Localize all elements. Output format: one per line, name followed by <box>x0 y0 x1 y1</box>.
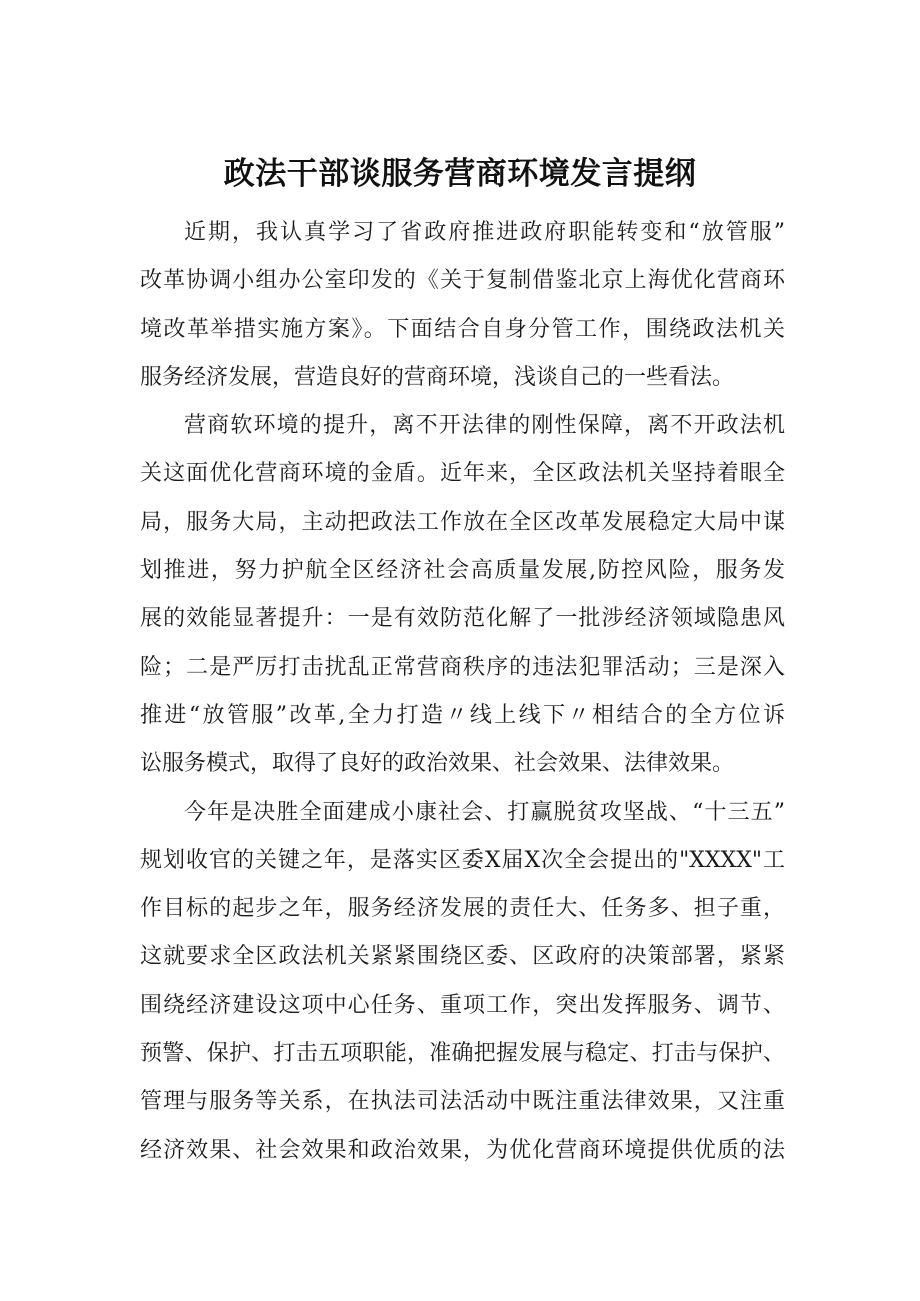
paragraph-1 <box>140 214 785 407</box>
text-line: 服务经济发展，营造良好的营商环境，浅谈自己的一些看法。 <box>140 364 735 390</box>
text-line: 管理与服务等关系，在执法司法活动中既注重法律效果，又注重 <box>140 1089 785 1115</box>
text-line: 作目标的起步之年，服务经济发展的责任大、任务多、担子重， <box>140 896 785 922</box>
text-line: 近期，我认真学习了省政府推进政府职能转变和“放管服” <box>184 220 785 245</box>
text-line: 预警、保护、打击五项职能，准确把握发展与稳定、打击与保护、 <box>140 1041 785 1067</box>
text-line: 今年是决胜全面建成小康社会、打赢脱贫攻坚战、“十三五” <box>184 799 785 825</box>
text-line: 这就要求全区政法机关紧紧围绕区委、区政府的决策部署，紧紧 <box>140 944 785 970</box>
text-line: 关这面优化营商环境的金盾。近年来，全区政法机关坚持着眼全 <box>140 461 785 487</box>
text-line: 讼服务模式，取得了良好的政治效果、社会效果、法律效果。 <box>140 751 735 777</box>
text-line: 围绕经济建设这项中心任务、重项工作，突出发挥服务、调节、 <box>140 992 785 1018</box>
text-line: 境改革举措实施方案》。下面结合自身分管工作，围绕政法机关 <box>140 316 785 342</box>
text-line: 规划收官的关键之年，是落实区委X届X次全会提出的"XXXX"工 <box>140 847 785 873</box>
text-line: 展的效能显著提升：一是有效防范化解了一批涉经济领域隐患风 <box>140 606 785 632</box>
text-line: 经济效果、社会效果和政治效果，为优化营商环境提供优质的法 <box>140 1137 785 1163</box>
text-line: 改革协调小组办公室印发的《关于复制借鉴北京上海优化营商环 <box>140 268 785 294</box>
paragraph-3 <box>140 794 785 1180</box>
document-title: 政法干部谈服务营商环境发言提纲 <box>223 156 697 192</box>
text-line: 划推进，努力护航全区经济社会高质量发展,防控风险，服务发 <box>140 558 785 584</box>
paragraph-2 <box>140 407 785 793</box>
text-line: 营商软环境的提升，离不开法律的刚性保障，离不开政法机 <box>184 413 785 439</box>
text-line: 局，服务大局，主动把政法工作放在全区改革发展稳定大局中谋 <box>140 509 785 535</box>
text-line: 推进“放管服”改革,全力打造〃线上线下〃相结合的全方位诉 <box>140 702 785 728</box>
text-line: 险；二是严厉打击扰乱正常营商秩序的违法犯罪活动；三是深入 <box>140 654 785 680</box>
document-body <box>140 214 785 1180</box>
